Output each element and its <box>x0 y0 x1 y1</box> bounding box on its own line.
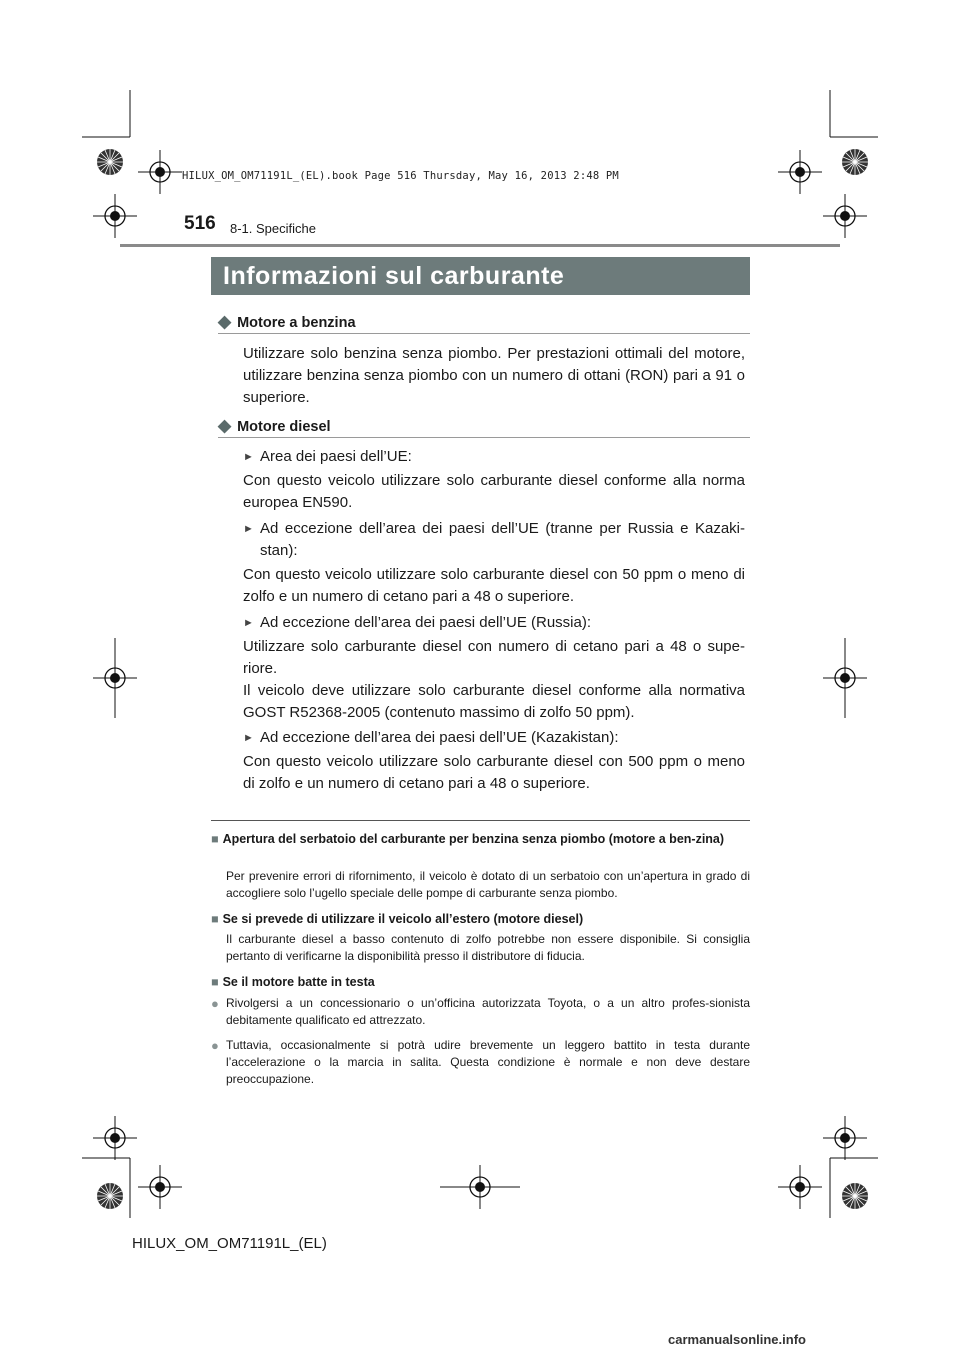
diesel-text-eu: Con questo veicolo utilizzare solo carburante diesel conforme alla norma europea EN590. <box>243 472 745 511</box>
diesel-bullet-noneu <box>243 518 745 562</box>
diesel-bullet-eu <box>243 446 745 468</box>
note-point-dealer-text: Rivolgersi a un concessionario o un’officina autorizzata Toyota, o a un altro profes-sionista debitamente qualificato ed attrezzato. <box>226 996 750 1027</box>
diesel-text-russia-2: Il veicolo deve utilizzare solo carburante diesel conforme alla normativa GOST R52368-2005 (contenuto massimo di zolfo 50 ppm). <box>243 682 745 721</box>
note-heading-knocking <box>211 973 750 991</box>
page-title: Informazioni sul carburante <box>211 257 750 295</box>
diesel-text-noneu: Con questo veicolo utilizzare solo carburante diesel con 50 ppm o meno di zolfo e un numero di cetano pari a 48 o superiore. <box>243 566 745 605</box>
diesel-bullet-russia <box>243 612 745 634</box>
petrol-text: Utilizzare solo benzina senza piombo. Per prestazioni ottimali del motore, utilizzare benzina senza piombo con un numero di ottani (RON) pari a 91 o superiore. <box>243 345 745 406</box>
diesel-heading <box>218 416 331 436</box>
square-icon: ■ <box>211 975 219 989</box>
note-heading-fuel-tank <box>211 830 750 848</box>
diesel-heading-text: Motore diesel <box>237 419 331 435</box>
diesel-text-russia: Utilizzare solo carburante diesel con numero di cetano pari a 48 o supe-riore. <box>243 638 745 677</box>
petrol-heading <box>218 312 356 332</box>
triangle-icon: ► <box>243 617 254 629</box>
section-title: 8-1. Specifiche <box>230 221 316 236</box>
triangle-icon: ► <box>243 732 254 744</box>
note-heading-abroad-text: Se si prevede di utilizzare il veicolo all’estero (motore diesel) <box>222 912 584 926</box>
dot-icon: ● <box>211 996 219 1011</box>
note-point-normal-text: Tuttavia, occasionalmente si potrà udire brevemente un leggero battito in testa durante l’accelerazione o la marcia in salita. Questa condizione è normale e non deve destare preoccupazione. <box>226 1038 750 1086</box>
note-text-fuel-tank: Per prevenire errori di rifornimento, il veicolo è dotato di un serbatoio con un’apertura in grado di accogliere solo l’ugello speciale delle pompe di carburante senza piombo. <box>226 869 750 900</box>
note-heading-knocking-text: Se il motore batte in testa <box>222 975 375 989</box>
notes-divider <box>211 820 750 821</box>
note-point-dealer <box>211 995 750 1029</box>
header-rule <box>120 244 840 247</box>
note-point-normal <box>211 1037 750 1088</box>
petrol-heading-text: Motore a benzina <box>237 315 356 331</box>
note-heading-fuel-tank-text: Apertura del serbatoio del carburante per benzina senza piombo (motore a ben-zina) <box>222 832 725 846</box>
diesel-bullet-kazakhstan <box>243 727 745 749</box>
note-text-abroad: Il carburante diesel a basso contenuto di zolfo potrebbe non essere disponibile. Si consiglia pertanto di verificarne la disponibilità presso il distributore di fiducia. <box>226 932 750 963</box>
diesel-bullet-eu-label: Area dei paesi dell’UE: <box>260 448 412 465</box>
diamond-icon: ◆ <box>218 416 232 435</box>
diesel-bullet-russia-label: Ad eccezione dell’area dei paesi dell’UE (Russia): <box>260 614 592 631</box>
page-number: 516 <box>184 213 216 234</box>
square-icon: ■ <box>211 912 219 926</box>
dot-icon: ● <box>211 1038 219 1053</box>
diesel-bullet-noneu-label: Ad eccezione dell’area dei paesi dell’UE (tranne per Russia e Kazaki-stan): <box>260 520 745 559</box>
diesel-bullet-kazakhstan-label: Ad eccezione dell’area dei paesi dell’UE (Kazakistan): <box>260 729 619 746</box>
petrol-rule <box>218 333 750 334</box>
diesel-text-kazakhstan: Con questo veicolo utilizzare solo carburante diesel con 500 ppm o meno di zolfo e un numero di cetano pari a 48 o superiore. <box>243 753 745 792</box>
diamond-icon: ◆ <box>218 312 232 331</box>
triangle-icon: ► <box>243 523 254 535</box>
watermark: carmanualsonline.info <box>668 1332 806 1347</box>
footer-doc-code: HILUX_OM_OM71191L_(EL) <box>132 1235 327 1252</box>
book-info: HILUX_OM_OM71191L_(EL).book Page 516 Thursday, May 16, 2013 2:48 PM <box>182 170 619 182</box>
diesel-rule <box>218 437 750 438</box>
triangle-icon: ► <box>243 451 254 463</box>
square-icon: ■ <box>211 832 219 846</box>
note-heading-abroad <box>211 910 750 928</box>
